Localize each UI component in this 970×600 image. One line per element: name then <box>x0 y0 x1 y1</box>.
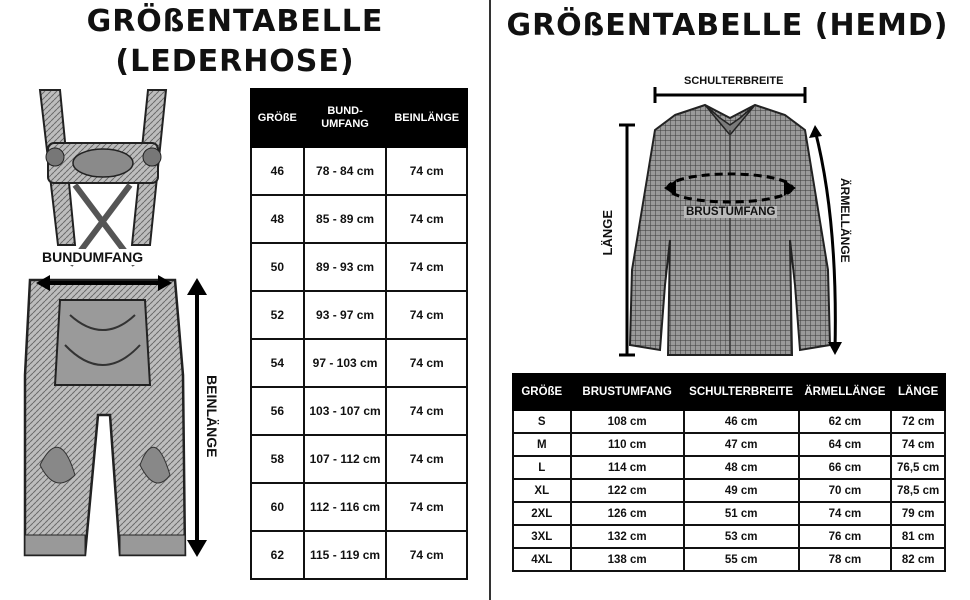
cell-length: 79 cm <box>891 502 945 525</box>
laenge-label: LÄNGE <box>600 210 615 256</box>
cell-size: S <box>513 410 571 433</box>
table-row <box>513 433 945 456</box>
cell-leg: 74 cm <box>386 243 467 291</box>
lederhose-size-table <box>250 88 468 580</box>
cell-sleeve: 64 cm <box>799 433 892 456</box>
bundumfang-label: BUNDUMFANG <box>42 249 144 265</box>
cell-shoulder: 46 cm <box>684 410 799 433</box>
column-divider <box>489 0 491 600</box>
cell-chest: 132 cm <box>571 525 684 548</box>
cell-length: 72 cm <box>891 410 945 433</box>
cell-shoulder: 55 cm <box>684 548 799 571</box>
table-row <box>513 502 945 525</box>
cell-size: 54 <box>251 339 304 387</box>
cell-size: 50 <box>251 243 304 291</box>
cell-size: 62 <box>251 531 304 579</box>
cell-leg: 74 cm <box>386 195 467 243</box>
cell-size: 60 <box>251 483 304 531</box>
cell-size: 2XL <box>513 502 571 525</box>
cell-chest: 138 cm <box>571 548 684 571</box>
cell-shoulder: 48 cm <box>684 456 799 479</box>
cell-length: 81 cm <box>891 525 945 548</box>
header-aermellaenge: ÄRMELLÄNGE <box>799 374 892 410</box>
table-row <box>251 339 467 387</box>
cell-length: 76,5 cm <box>891 456 945 479</box>
cell-shoulder: 47 cm <box>684 433 799 456</box>
table-row <box>251 291 467 339</box>
lederhose-illustration <box>0 85 245 595</box>
table-row <box>513 479 945 502</box>
cell-leg: 74 cm <box>386 147 467 195</box>
cell-leg: 74 cm <box>386 291 467 339</box>
cell-chest: 126 cm <box>571 502 684 525</box>
cell-leg: 74 cm <box>386 387 467 435</box>
cell-waist: 78 - 84 cm <box>304 147 387 195</box>
brustumfang-label: BRUSTUMFANG <box>686 206 776 218</box>
header-groesse: GRÖßE <box>251 89 304 147</box>
cell-length: 74 cm <box>891 433 945 456</box>
cell-chest: 108 cm <box>571 410 684 433</box>
cell-chest: 114 cm <box>571 456 684 479</box>
cell-size: 3XL <box>513 525 571 548</box>
cell-chest: 122 cm <box>571 479 684 502</box>
schulterbreite-label: SCHULTERBREITE <box>684 75 784 87</box>
hemd-size-table <box>512 373 946 572</box>
table-row <box>251 483 467 531</box>
cell-waist: 103 - 107 cm <box>304 387 387 435</box>
cell-waist: 107 - 112 cm <box>304 435 387 483</box>
header-laenge: LÄNGE <box>891 374 945 410</box>
cell-size: 4XL <box>513 548 571 571</box>
aermellaenge-label: ÄRMELLÄNGE <box>838 178 852 263</box>
cell-size: 52 <box>251 291 304 339</box>
cell-leg: 74 cm <box>386 483 467 531</box>
cell-size: M <box>513 433 571 456</box>
cell-waist: 115 - 119 cm <box>304 531 387 579</box>
header-beinlaenge: BEINLÄNGE <box>386 89 467 147</box>
lederhose-title <box>70 2 400 82</box>
cell-size: 56 <box>251 387 304 435</box>
cell-waist: 97 - 103 cm <box>304 339 387 387</box>
table-row <box>513 410 945 433</box>
table-row <box>251 387 467 435</box>
header-brustumfang: BRUSTUMFANG <box>571 374 684 410</box>
table-row <box>251 531 467 579</box>
cell-waist: 89 - 93 cm <box>304 243 387 291</box>
table-row <box>513 456 945 479</box>
table-row <box>251 195 467 243</box>
cell-sleeve: 78 cm <box>799 548 892 571</box>
cell-sleeve: 76 cm <box>799 525 892 548</box>
cell-waist: 85 - 89 cm <box>304 195 387 243</box>
cell-waist: 112 - 116 cm <box>304 483 387 531</box>
cell-leg: 74 cm <box>386 435 467 483</box>
beinlaenge-label: BEINLÄNGE <box>204 375 220 458</box>
lederhose-title-line2: (LEDERHOSE) <box>115 44 355 79</box>
table-row <box>513 525 945 548</box>
table-row <box>251 147 467 195</box>
cell-sleeve: 62 cm <box>799 410 892 433</box>
lederhose-title-line1: GRÖßENTABELLE <box>86 4 384 39</box>
table-row <box>251 435 467 483</box>
cell-size: 48 <box>251 195 304 243</box>
cell-size: L <box>513 456 571 479</box>
cell-length: 82 cm <box>891 548 945 571</box>
table-header-row <box>251 89 467 147</box>
cell-chest: 110 cm <box>571 433 684 456</box>
header-groesse: GRÖßE <box>513 374 571 410</box>
cell-size: XL <box>513 479 571 502</box>
table-row <box>251 243 467 291</box>
cell-length: 78,5 cm <box>891 479 945 502</box>
cell-shoulder: 49 cm <box>684 479 799 502</box>
cell-leg: 74 cm <box>386 531 467 579</box>
cell-sleeve: 70 cm <box>799 479 892 502</box>
header-bundumfang: BUND- UMFANG <box>304 89 387 147</box>
table-row <box>513 548 945 571</box>
hemd-title: GRÖßENTABELLE (HEMD) <box>506 8 949 43</box>
cell-sleeve: 74 cm <box>799 502 892 525</box>
cell-waist: 93 - 97 cm <box>304 291 387 339</box>
cell-size: 46 <box>251 147 304 195</box>
table-header-row <box>513 374 945 410</box>
cell-sleeve: 66 cm <box>799 456 892 479</box>
cell-size: 58 <box>251 435 304 483</box>
header-schulterbreite: SCHULTERBREITE <box>684 374 799 410</box>
cell-shoulder: 53 cm <box>684 525 799 548</box>
cell-shoulder: 51 cm <box>684 502 799 525</box>
cell-leg: 74 cm <box>386 339 467 387</box>
